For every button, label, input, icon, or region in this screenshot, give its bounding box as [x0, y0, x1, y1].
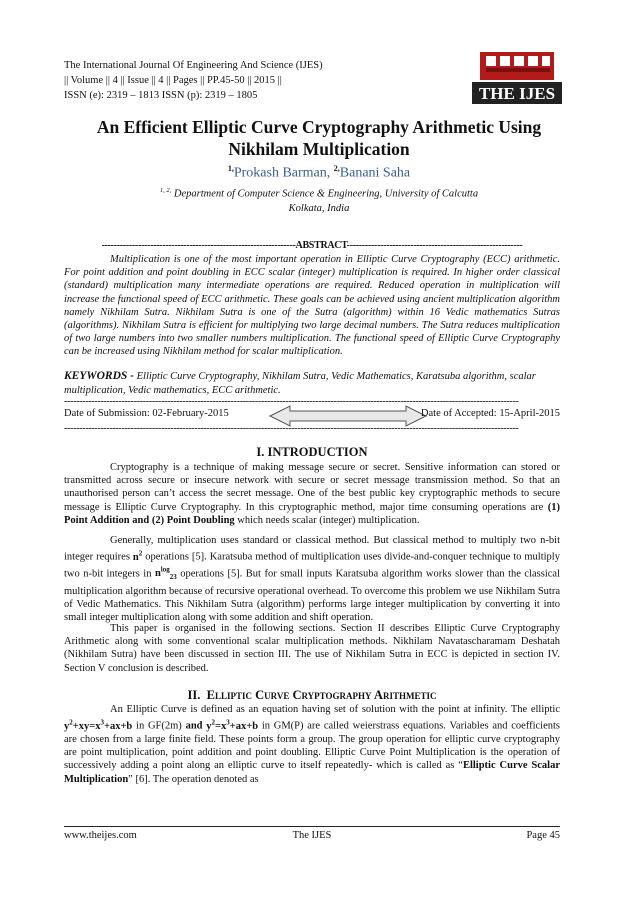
s2p1-and: and: [185, 720, 203, 732]
date-accepted: Date of Accepted: 15-April-2015: [420, 408, 560, 419]
affiliation: [60, 184, 578, 216]
footer-website: www.theijes.com: [64, 830, 137, 841]
s2-heading-num: II.: [187, 688, 201, 702]
eq1-sup3: 3: [100, 718, 104, 727]
footer-rule: [64, 826, 560, 827]
eq2-sup3: 3: [226, 718, 230, 727]
s2p1-text-c: in GM(P) are called weierstrass equations. Variables and coefficients are chosen from a large finite field. These points form a group. The group operation for elliptic curve cryptography are point multiplication, point addition and point doubling. Elliptic Curve Point Multiplication is the operation of successively adding a point along an elliptic curve to itself repeatedly- which is called as “: [64, 720, 561, 772]
s2-heading-text: Elliptic Curve Cryptography Arithmetic: [206, 688, 437, 702]
s2p1-text-a: An Elliptic Curve is defined as an equation having set of solution with the point at infinity. The elliptic: [110, 704, 560, 715]
dash-separator-top: ------------------------------------------------------------------------------------------------------------------------------------------------------: [64, 396, 519, 407]
issn-line: ISSN (e): 2319 – 1813 ISSN (p): 2319 – 1805: [64, 90, 258, 101]
eq1-sup2: 2: [69, 718, 73, 727]
author1-name: Prokash Barman: [233, 165, 327, 181]
affil-line1: Department of Computer Science & Engineering, University of Calcutta: [173, 188, 479, 200]
s1p2-text-b: operations [5]. Karatsuba method of multiplication uses divide-and-conquer technique to multiply two n-bit integers in: [64, 551, 560, 580]
dates-row: [64, 405, 560, 423]
footer-page-number: Page 45: [526, 830, 560, 841]
s2p1-gf: in GF(2m): [132, 720, 186, 732]
s1p2-nlog: n: [154, 568, 161, 580]
title-line-2: Nikhilam Multiplication: [228, 139, 410, 159]
keywords-label: KEYWORDS -: [64, 370, 134, 382]
keywords: [64, 370, 560, 397]
dash-separator-bottom: ------------------------------------------------------------------------------------------------------------------------------------------------------: [64, 423, 519, 434]
section1-para2: [64, 534, 560, 624]
author-separator: ,: [326, 165, 334, 181]
s1p2-log-sub: 2: [169, 573, 174, 582]
s1p2-n-sup: 2: [138, 549, 143, 558]
journal-name: The International Journal Of Engineering And Science (IJES): [64, 60, 323, 71]
eq2-tail: +ax+b: [229, 720, 259, 732]
section1-heading: I. INTRODUCTION: [256, 445, 368, 459]
eq2-rest: =x: [215, 720, 227, 732]
author-line: [60, 164, 578, 182]
s2p1-bold: Elliptic Curve Scalar Multiplication: [64, 760, 560, 785]
eq1-tail: +ax+b: [103, 720, 133, 732]
keywords-text: Elliptic Curve Cryptography, Nikhilam Sutra, Vedic Mathematics, Karatsuba algorithm, scalar multiplication, Vedic mathematics, ECC arithmetic.: [64, 371, 536, 396]
date-submission: Date of Submission: 02-February-2015: [64, 408, 229, 419]
s1p2-log-3: 3: [173, 573, 177, 582]
eq2-sup2: 2: [211, 718, 216, 727]
section2-heading: [64, 688, 560, 703]
title-line-1: An Efficient Elliptic Curve Cryptography Arithmetic Using: [96, 117, 542, 137]
s1p1-text-a: Cryptography is a technique of making message secure or secret. Sensitive information can stored or transmitted across secure or insecure network with secure or secret message transmission method. So that an unauthorised person can’t access the secret message. One of the best public key cryptographic methods to secure message is Elliptic Curve Cryptography. In this cryptographic method, major time consuming operations are: [64, 462, 560, 513]
section1-para3: This paper is organised in the following sections. Section II describes Elliptic Curve Cryptography Arithmetic along with some conventional scalar multiplication methods. Nikhilam Navatascharamam Deshatah (Nikhilam Sutra) have been discussed in section III. The use of Nikhilam Sutra in ECC is depicted in section IV. Section V conclusion is described.: [64, 623, 560, 674]
page-footer: [64, 830, 560, 841]
s2p1-text-d: ” [6]. The operation denoted as: [128, 773, 259, 785]
eq2-y: y: [206, 720, 212, 732]
s1p2-text-c: operations [5]. But for small inputs Karatsuba algorithm works slower than the classical multiplication algorithm because of recursive operational overhead. To overcome this problem we use Nikhilam Sutra of Vedic Mathematics. This Nikhilam Sutra (algorithm) performs large integer multiplication by converting it into small integer multiplication along with some addition and shift operation.: [64, 568, 560, 624]
footer-journal: The IJES: [292, 830, 332, 841]
abstract-text: Multiplication is one of the most important operation in Elliptic Curve Cryptography (ECC) arithmetic. For point addition and point doubling in ECC scalar (integer) multiplication is required. In higher order classical (standard) multiplication many intermediate operations are required. Reduced operation in multiplication will increase the functional speed of ECC arithmetic. These goals can be achieved using ancient multiplication algorithm namely Nikhilam Sutra. Nikhilam Sutra is one of the Sutra (algorithm) within 16 Vedic mathematics Sutras (algorithms). Nikhilam Sutra is efficient for multiplying two large decimal numbers. The Sutra reduces multiplication of two large numbers into two smaller numbers multiplication. The functional speed of Elliptic Curve Cryptography can be increased using Nikhilam method for scalar multiplication.: [64, 254, 560, 358]
volume-line: || Volume || 4 || Issue || 4 || Pages || PP.45-50 || 2015 ||: [64, 75, 282, 86]
affil-sup: 1, 2,: [159, 187, 172, 194]
affil-line2: Kolkata, India: [288, 202, 350, 214]
s1p1-text-c: which needs scalar (integer) multiplication.: [234, 514, 420, 526]
s1p2-n: n: [132, 551, 139, 563]
s1p2-text-a: Generally, multiplication uses standard or classical method. But classical method to multiply two n-bit integer requires: [64, 535, 560, 563]
s1p1-bold: (1) Point Addition and (2) Point Doubling: [64, 501, 560, 526]
eq1-y: y: [64, 720, 70, 732]
eq1-rest: +xy=x: [72, 720, 101, 732]
paper-title: [60, 116, 578, 160]
abstract-heading: ----------------------------------------------------------------ABSTRACT----------------------------------------------------------: [101, 240, 523, 251]
author1-sup: 1,: [227, 164, 234, 173]
s1p2-log-sup: log: [160, 565, 170, 574]
section1-para1: [64, 461, 560, 527]
section2-para1: [64, 703, 560, 786]
author2-sup: 2,: [333, 164, 340, 173]
author2-name: Banani Saha: [339, 165, 411, 181]
logo-text: THE IJES: [478, 84, 556, 103]
ijes-logo: [472, 52, 562, 104]
